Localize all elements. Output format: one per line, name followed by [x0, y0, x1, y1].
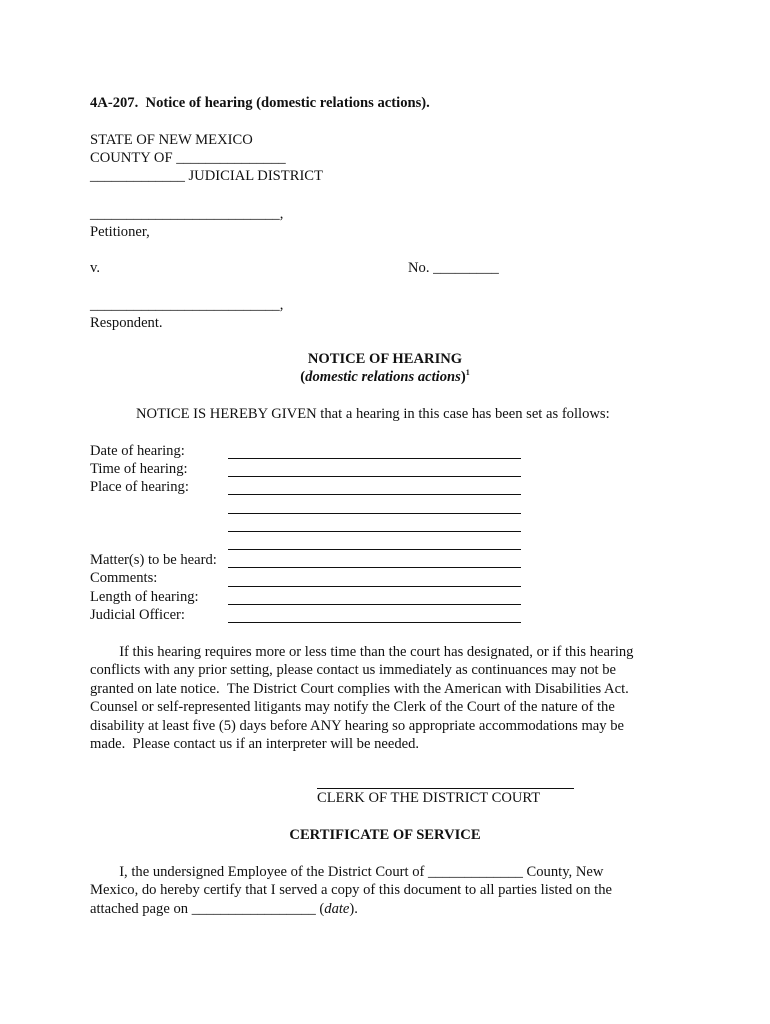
field-time-label: Time of hearing:	[90, 461, 188, 477]
instructions-line: disability at least five (5) days before ANY hearing so appropriate accommodations may be	[90, 717, 624, 734]
certificate-date-word: date	[324, 901, 350, 917]
caption-district: _____________ JUDICIAL DISTRICT	[90, 168, 323, 184]
field-place-line-4[interactable]	[228, 549, 521, 550]
certificate-line-3-prefix: attached page on _________________ (	[90, 901, 325, 917]
field-place-label: Place of hearing:	[90, 479, 189, 495]
field-officer-label: Judicial Officer:	[90, 607, 185, 623]
field-date-label: Date of hearing:	[90, 443, 185, 459]
certificate-line-1: I, the undersigned Employee of the District Court of _____________ County, New	[90, 864, 604, 880]
field-length-line[interactable]	[228, 604, 521, 605]
field-length-label: Length of hearing:	[90, 589, 199, 605]
field-comments-label: Comments:	[90, 570, 158, 586]
instructions-line: If this hearing requires more or less time than the court has designated, or if this hearing	[90, 644, 634, 660]
petitioner-name-blank: __________________________,	[90, 206, 284, 222]
instructions-line: Counsel or self-represented litigants may notify the Clerk of the Court of the nature of the	[90, 699, 615, 716]
versus-label: v.	[90, 260, 100, 276]
petitioner-label: Petitioner,	[90, 224, 150, 240]
field-place-line-3[interactable]	[228, 531, 521, 532]
field-comments-line[interactable]	[228, 586, 521, 587]
respondent-label: Respondent.	[90, 315, 163, 331]
notice-title: NOTICE OF HEARING	[307, 351, 463, 367]
subtitle-close-paren: )	[460, 369, 466, 385]
instructions-line: conflicts with any prior setting, please contact us immediately as continuances may not be	[90, 662, 617, 679]
notice-subtitle	[90, 368, 680, 386]
clerk-label: CLERK OF THE DISTRICT COURT	[317, 790, 541, 806]
caption-county: COUNTY OF _______________	[90, 150, 286, 166]
footnote-ref: 1	[465, 368, 470, 378]
respondent-name-blank: __________________________,	[90, 297, 284, 313]
field-date-line[interactable]	[228, 458, 521, 459]
rule-title: 4A-207. Notice of hearing (domestic relations actions).	[90, 95, 430, 111]
field-officer-line[interactable]	[228, 622, 521, 623]
case-number: No. _________	[408, 260, 499, 276]
field-matters-line[interactable]	[228, 567, 521, 568]
field-place-line[interactable]	[228, 494, 521, 495]
certificate-title: CERTIFICATE OF SERVICE	[289, 827, 481, 843]
subtitle-open-paren: (	[300, 369, 306, 385]
field-time-line[interactable]	[228, 476, 521, 477]
field-place-line-2[interactable]	[228, 513, 521, 514]
certificate-line-2: Mexico, do hereby certify that I served a copy of this document to all parties listed on the	[90, 882, 612, 898]
notice-intro: NOTICE IS HEREBY GIVEN that a hearing in this case has been set as follows:	[136, 406, 610, 422]
field-matters-label: Matter(s) to be heard:	[90, 552, 217, 568]
instructions-line: granted on late notice. The District Court complies with the American with Disabilities Act.	[90, 680, 629, 697]
notice-subtitle-text: domestic relations actions	[305, 369, 461, 385]
certificate-line-3	[90, 900, 358, 918]
instructions-line: made. Please contact us if an interpreter will be needed.	[90, 736, 420, 753]
caption-state: STATE OF NEW MEXICO	[90, 132, 253, 148]
certificate-line-3-suffix: ).	[349, 901, 358, 917]
instructions-paragraph	[90, 643, 680, 753]
